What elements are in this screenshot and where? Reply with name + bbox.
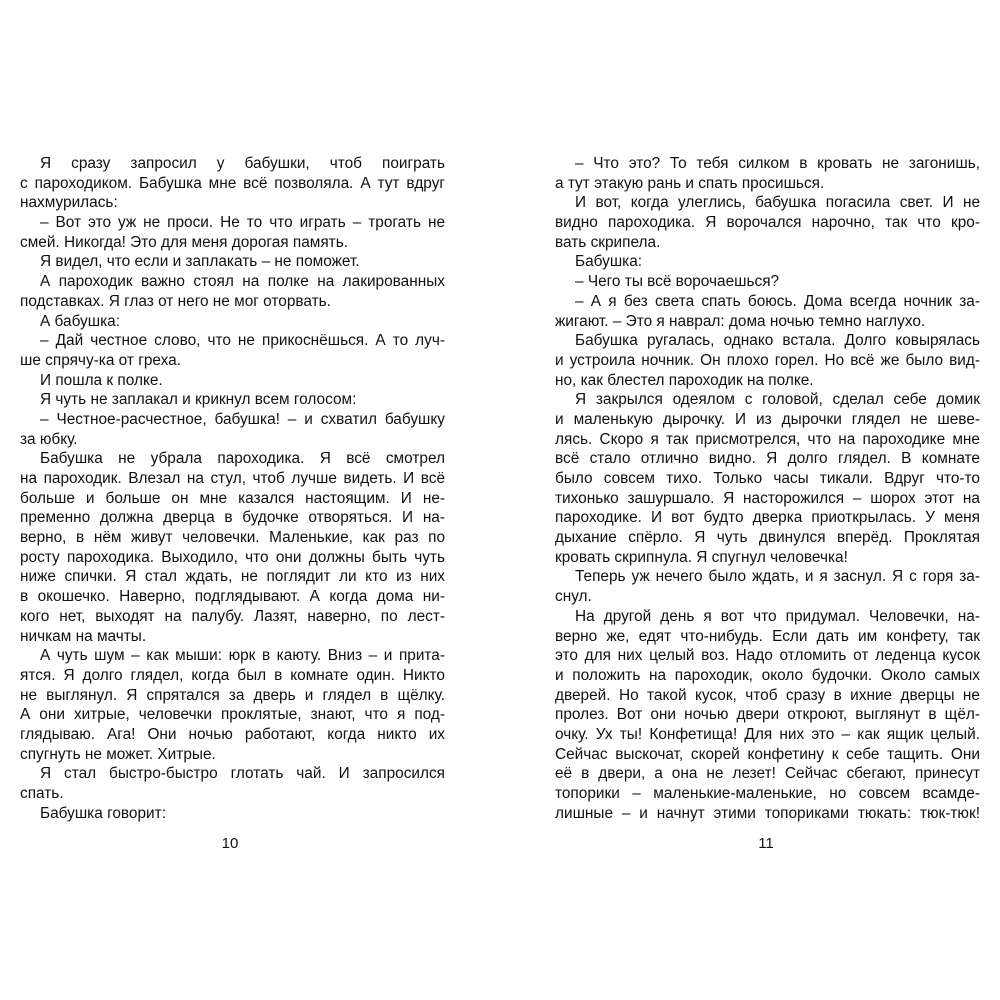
text-line: дверей. Но такой кусок, чтоб сразу в ихние дверцы не [555, 686, 980, 704]
text-line: кого нет, выходят на палубу. Лазят, наверно, по лест- [20, 607, 445, 625]
text-line: Я закрылся одеялом с головой, сделал себе домик [575, 391, 980, 409]
page-number-left: 10 [221, 835, 239, 852]
left-page-text [20, 154, 445, 823]
text-line: ше спрячу-ка от греха. [20, 351, 181, 369]
text-line: На другой день я вот что придумал. Человечки, на- [575, 607, 980, 625]
text-line: спать. [20, 785, 64, 802]
text-line: Бабушка говорит: [40, 804, 166, 822]
text-line: Я стал быстро-быстро глотать чай. И запросился [40, 765, 445, 783]
text-line: ятся. Я долго глядел, когда был в комнате один. Никто [20, 666, 445, 684]
text-line: и маленькую дырочку. И из дырочки глядел не шеве- [555, 410, 980, 428]
text-line: больше и больше он мне казался настоящим. И не- [20, 489, 445, 507]
text-line: И пошла к полке. [40, 371, 163, 389]
text-line: и положить на пароходик, около будочки. Около самых [555, 666, 980, 684]
text-line: смей. Никогда! Это для меня дорогая память. [20, 233, 349, 251]
right-page [555, 154, 980, 854]
text-line: очку. Ух ты! Конфетища! Для них это – как ящик целый. [555, 725, 980, 743]
text-line: глядываю. Ага! Они ночью работают, когда никто их [20, 725, 445, 743]
text-line: пароходике. И вот будто дверка приоткрылась. У меня [555, 509, 980, 527]
text-line: А чуть шум – как мыши: юрк в каюту. Вниз – и прита- [40, 647, 445, 665]
text-line: жигают. – Это я наврал: дома ночью темно наглухо. [555, 312, 926, 330]
text-line: А пароходик важно стоял на полке на лакированных [40, 273, 445, 291]
text-line: топорики – маленькие-маленькие, но совсем всамде- [555, 785, 980, 802]
text-line: – Вот это уж не проси. Не то что играть – трогать не [40, 214, 445, 232]
text-line: лишные – и начнут этими топориками тюкать: тюк-тюк! [555, 804, 980, 822]
text-line: И вот, когда улеглись, бабушка погасила свет. И не [575, 194, 980, 212]
text-line: подставках. Я глаз от него не мог оторвать. [20, 292, 331, 310]
text-line: нахмурилась: [20, 194, 118, 212]
text-line: А они хитрые, человечки проклятые, знают, что я под- [20, 706, 445, 724]
page-number-right: 11 [758, 835, 774, 852]
text-line: снул. [555, 588, 592, 606]
text-line: Бабушка не убрала пароходика. Я всё смотрел [40, 450, 445, 468]
text-line: вать скрипела. [555, 233, 661, 251]
text-line: было совсем тихо. Только часы тикали. Вдруг что-то [555, 470, 980, 487]
text-line: дыхание спёрло. Я чуть двинулся вперёд. Проклятая [555, 529, 980, 547]
text-line: и устроила ночник. Он плохо горел. Но всё же было вид- [555, 351, 980, 369]
text-line: А бабушка: [40, 312, 120, 330]
text-line: – Чего ты всё ворочаешься? [575, 273, 780, 291]
right-page-text [555, 154, 980, 823]
text-line: это для них целый воз. Надо отломить от леденца кусок [555, 647, 980, 665]
text-line: но, как блестел пароходик на полке. [555, 371, 814, 389]
text-line: в окошечко. Наверно, подглядывают. А когда дома ни- [20, 588, 445, 606]
text-line: росту пароходика. Выходило, что они должны быть чуть [20, 548, 445, 566]
text-line: за юбку. [20, 430, 78, 448]
text-line: – Дай честное слово, что не прикоснёшься. А то луч- [40, 332, 445, 350]
text-line: – Что это? То тебя силком в кровать не загонишь, [575, 155, 980, 172]
text-line: не выглянул. Я спрятался за дверь и глядел в щёлку. [20, 686, 445, 704]
text-line: а тут этакую рань и спать просишься. [555, 174, 825, 192]
text-line: всё стало отлично видно. Я долго глядел. В комнате [555, 450, 980, 468]
text-line: ниже спички. Я стал ждать, не поглядит ли кто из них [20, 568, 445, 586]
text-line: Бабушка ругалась, однако встала. Долго ковырялась [575, 332, 980, 350]
text-line: Сейчас выскочат, скорей конфетину к себе тащить. Они [555, 745, 980, 763]
text-line: ничкам на мачты. [20, 627, 147, 645]
text-line: пролез. Вот они ночью двери откроют, выглянут в щёл- [555, 706, 980, 724]
text-line: видно пароходика. Я ворочался нарочно, так что кро- [555, 214, 980, 232]
text-line: пременно должна дверца в будочке отворяться. И на- [20, 509, 445, 527]
text-line: кровать скрипнула. Я спугнул человечка! [555, 548, 848, 566]
left-page [20, 154, 445, 854]
text-line: спугнуть не может. Хитрые. [20, 745, 216, 763]
text-line: Бабушка: [575, 253, 643, 271]
text-line: – Честное-расчестное, бабушка! – и схватил бабушку [40, 410, 445, 428]
text-line: верно, в нём живут человечки. Маленькие, как раз по [20, 529, 445, 547]
text-line: – А я без света спать боюсь. Дома всегда ночник за- [575, 292, 980, 310]
text-line: Я чуть не заплакал и крикнул всем голосом: [40, 391, 357, 409]
text-line: Я видел, что если и заплакать – не поможет. [40, 253, 360, 271]
text-line: Я сразу запросил у бабушки, чтоб поиграть [40, 155, 445, 172]
text-line: Теперь уж нечего было ждать, и я заснул. Я с горя за- [575, 568, 980, 586]
text-line: её в двери, а она не лезет! Сейчас сбегают, принесут [555, 765, 980, 783]
text-line: на пароходик. Влезал на стул, чтоб лучше видеть. И всё [20, 470, 445, 487]
text-line: верно же, едят что-нибудь. Если дать им конфету, так [555, 627, 980, 645]
text-line: лясь. Скоро я так присмотрелся, что на пароходике мне [555, 430, 980, 448]
text-line: тихонько зашуршало. Я насторожился – шорох этот на [555, 489, 980, 507]
text-line: с пароходиком. Бабушка мне всё позволяла. А тут вдруг [20, 174, 445, 192]
